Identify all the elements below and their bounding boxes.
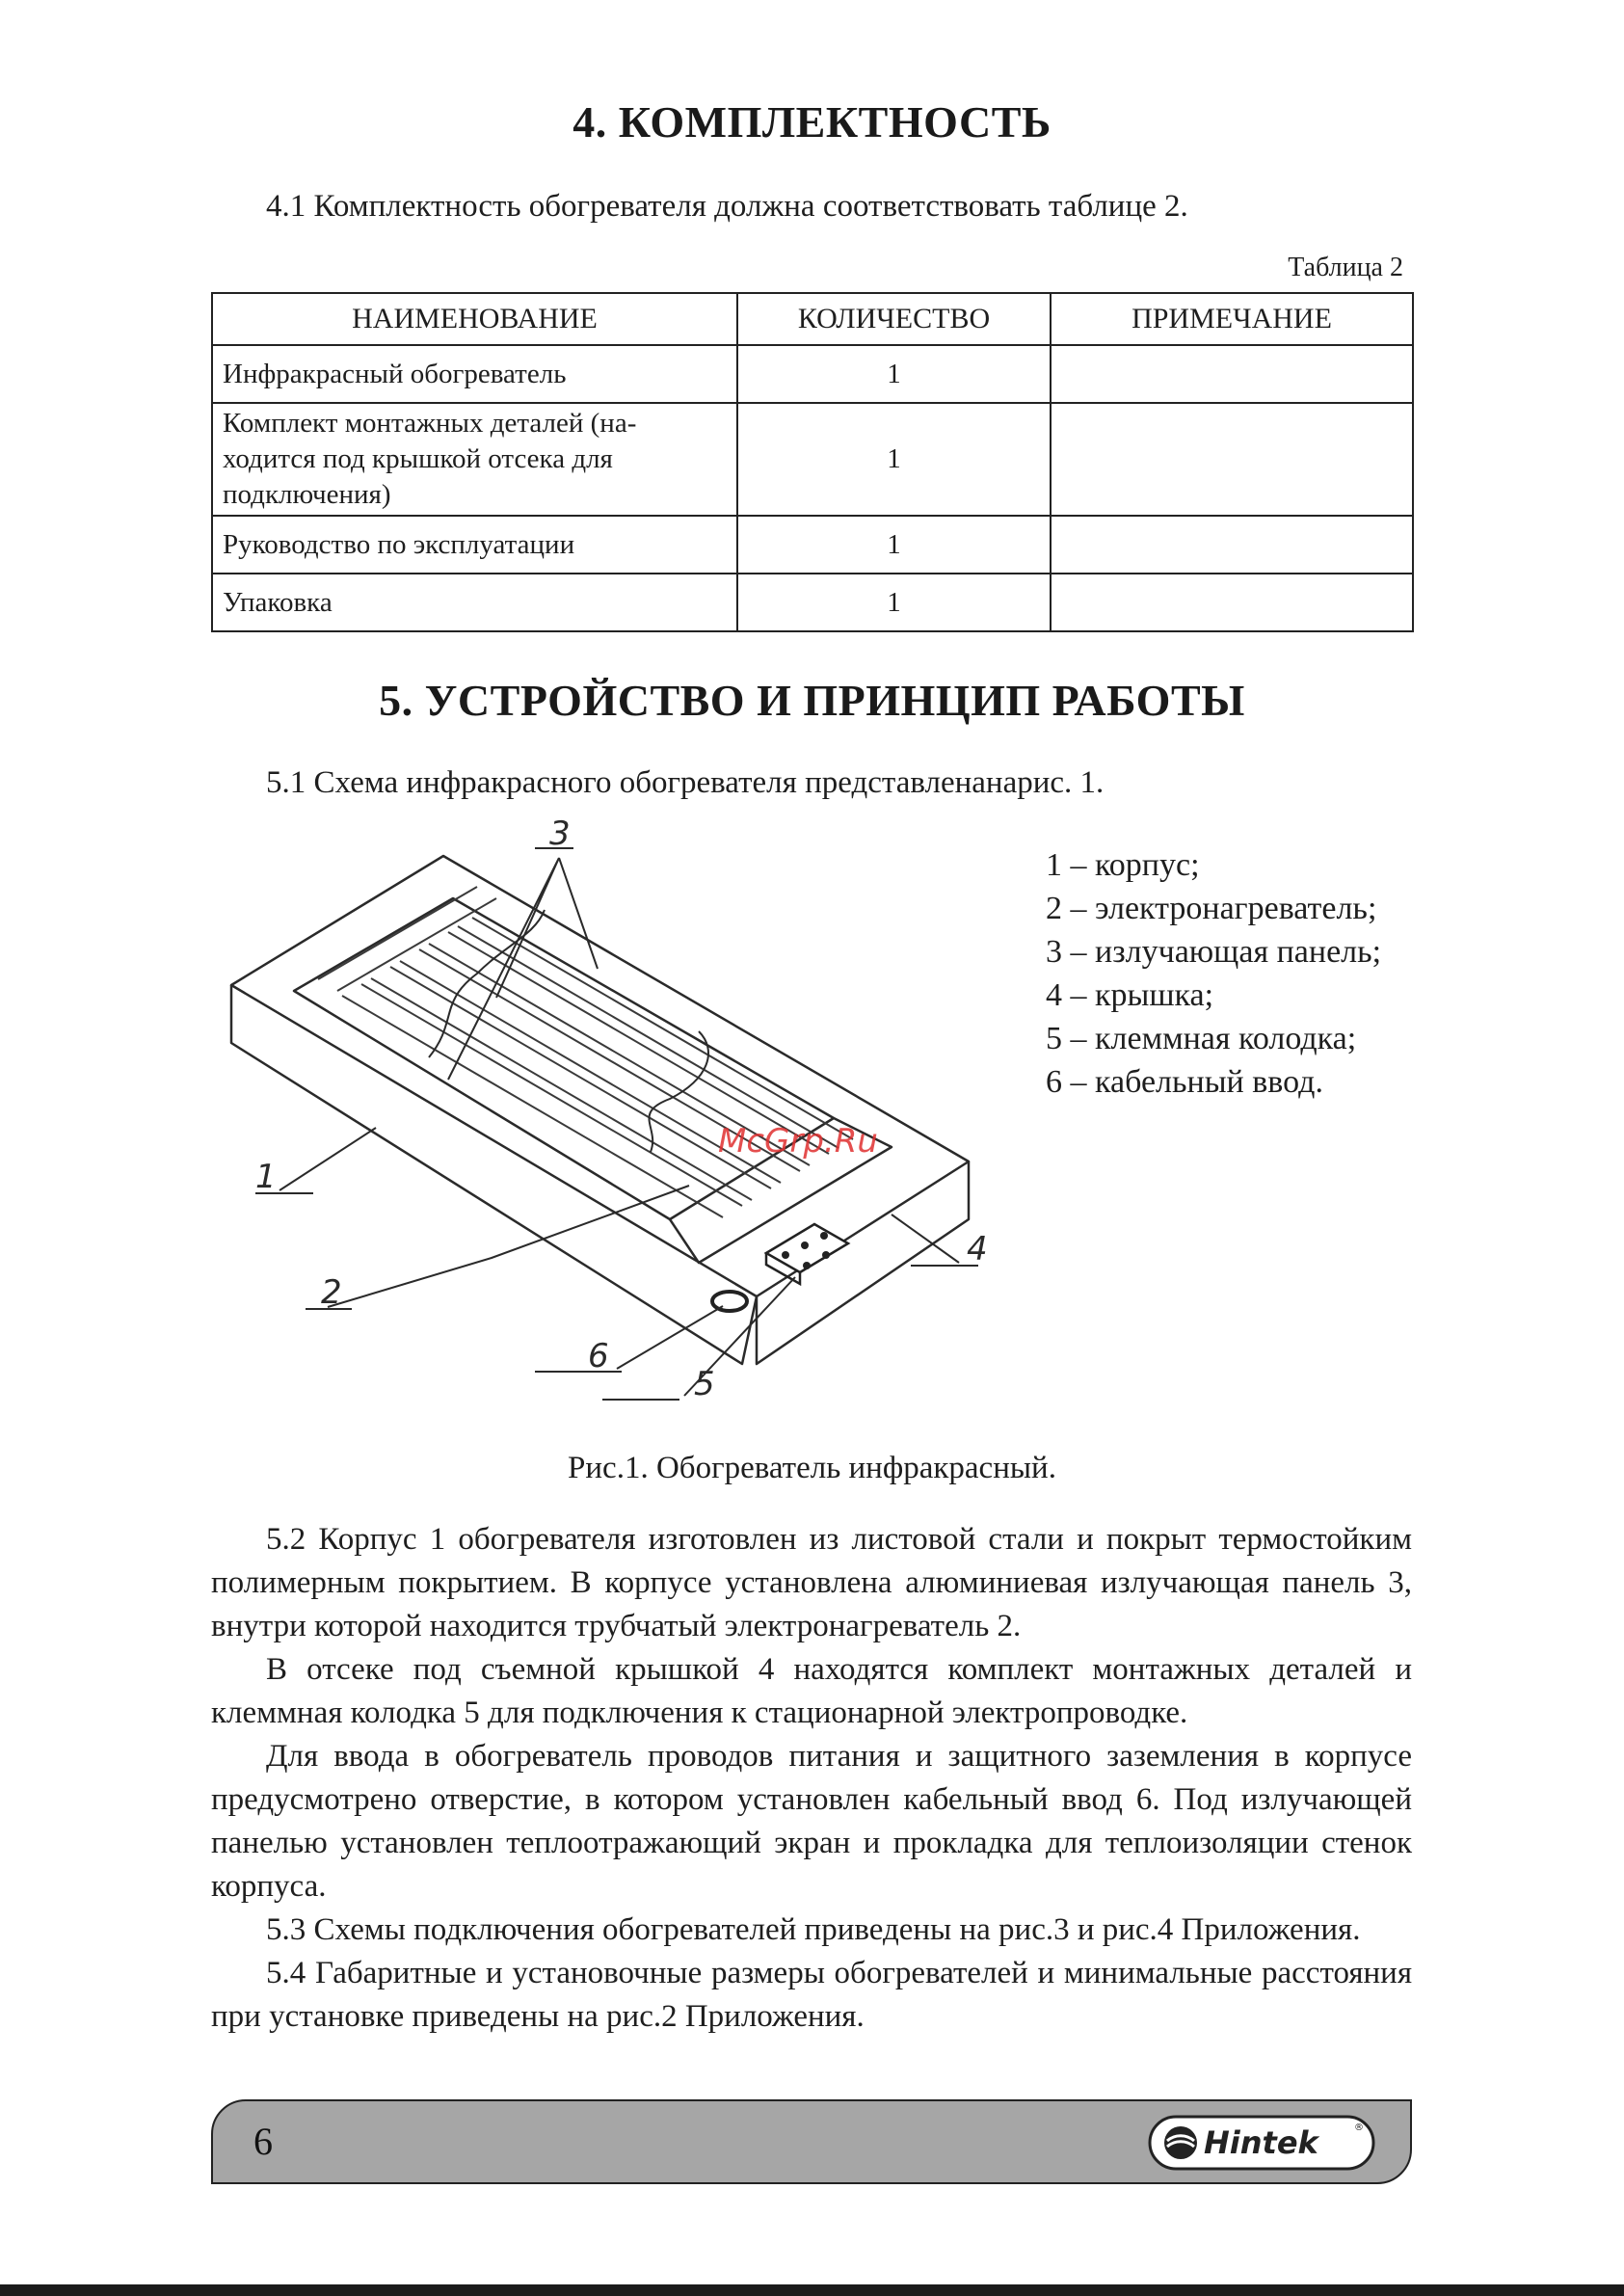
- section-4-1-text: 4.1 Комплектность обогревателя должна соответствовать таблице 2.: [266, 189, 1188, 224]
- terminal-block: [766, 1224, 848, 1284]
- section-5-1-text: 5.1 Схема инфракрасного обогревателя представленанарис. 1.: [266, 765, 1105, 800]
- row-quantity: 1: [737, 574, 1051, 631]
- callout-5: 5: [694, 1365, 715, 1403]
- row-name: Руководство по эксплуатации: [212, 516, 737, 574]
- header-name: НАИМЕНОВАНИЕ: [212, 293, 737, 345]
- row-note: [1051, 345, 1413, 403]
- table-row: [212, 403, 1413, 516]
- figure-caption: Рис.1. Обогреватель инфракрасный.: [568, 1451, 1056, 1485]
- callout-3: 3: [549, 814, 571, 853]
- heater-diagram: [217, 810, 1017, 1427]
- paragraph-5-3: 5.3 Схемы подключения обогревателей приведены на рис.3 и рис.4 Приложения.: [266, 1912, 1361, 1947]
- scan-edge: [0, 2284, 1624, 2296]
- heater-side-face: [231, 985, 757, 1364]
- table-caption: Таблица 2: [1288, 253, 1403, 282]
- row-note: [1051, 516, 1413, 574]
- row-quantity: 1: [737, 403, 1051, 516]
- row-quantity: 1: [737, 516, 1051, 574]
- table-header-row: [212, 293, 1413, 345]
- section-4-title: 4. КОМПЛЕКТНОСТЬ: [572, 97, 1052, 147]
- section-5-body: [211, 1518, 1412, 2039]
- footer-bar: [211, 2099, 1412, 2184]
- callout-1: 1: [255, 1158, 277, 1196]
- header-note: ПРИМЕЧАНИЕ: [1051, 293, 1413, 345]
- paragraph-cover: В отсеке под съемной крышкой 4 находятся комплект монтажных деталей и клеммная колодка 5 для подключения к стационарной электропроводке.: [211, 1652, 1412, 1730]
- row-note: [1051, 403, 1413, 516]
- legend-item: 4 – крышка;: [1046, 977, 1214, 1013]
- watermark: McGrp.Ru: [718, 1122, 878, 1161]
- row-name: Инфракрасный обогреватель: [212, 345, 737, 403]
- row-name: Упаковка: [212, 574, 737, 631]
- hintek-logo: [1148, 2115, 1375, 2171]
- header-quantity: КОЛИЧЕСТВО: [737, 293, 1051, 345]
- legend-item: 2 – электронагреватель;: [1046, 891, 1377, 926]
- row-name: Комплект монтажных деталей (на- ходится под крышкой отсека для подключения): [212, 403, 737, 516]
- legend-item: 3 – излучающая панель;: [1046, 934, 1382, 970]
- table-row: [212, 345, 1413, 403]
- callout-2: 2: [321, 1273, 342, 1312]
- svg-text:®: ®: [1354, 2122, 1364, 2133]
- paragraph-cable: Для ввода в обогреватель проводов питания и защитного заземления в корпусе предусмотрено отверстие, в котором установлен кабельный ввод 6. Под излучающей панелью установлен теплоотражающий экран и прокладка для теплоизоляции стенок корпуса.: [211, 1739, 1412, 1904]
- table-row: [212, 516, 1413, 574]
- cable-entry-ring: [712, 1292, 747, 1311]
- brand-name: Hintek: [1204, 2124, 1318, 2161]
- row-quantity: 1: [737, 345, 1051, 403]
- callout-6: 6: [588, 1337, 609, 1375]
- row-note: [1051, 574, 1413, 631]
- kit-table: [211, 292, 1414, 632]
- heater-top-outline: [231, 856, 969, 1296]
- figure-legend: [1046, 843, 1381, 1104]
- paragraph-5-4: 5.4 Габаритные и установочные размеры обогревателей и минимальные расстояния при установке приведены на рис.2 Приложения.: [211, 1956, 1412, 2034]
- legend-item: 5 – клеммная колодка;: [1046, 1021, 1357, 1056]
- page-number: 6: [253, 2120, 273, 2163]
- callout-4: 4: [967, 1230, 988, 1268]
- paragraph-5-2: 5.2 Корпус 1 обогревателя изготовлен из листовой стали и покрыт термостойким полимерным покрытием. В корпусе установлена алюминиевая излучающая панель 3, внутри которой находится трубчатый электронагреватель 2.: [211, 1522, 1412, 1643]
- table-row: [212, 574, 1413, 631]
- legend-item: 6 – кабельный ввод.: [1046, 1064, 1323, 1100]
- section-5-title: 5. УСТРОЙСТВО И ПРИНЦИП РАБОТЫ: [379, 676, 1245, 725]
- legend-item: 1 – корпус;: [1046, 847, 1200, 883]
